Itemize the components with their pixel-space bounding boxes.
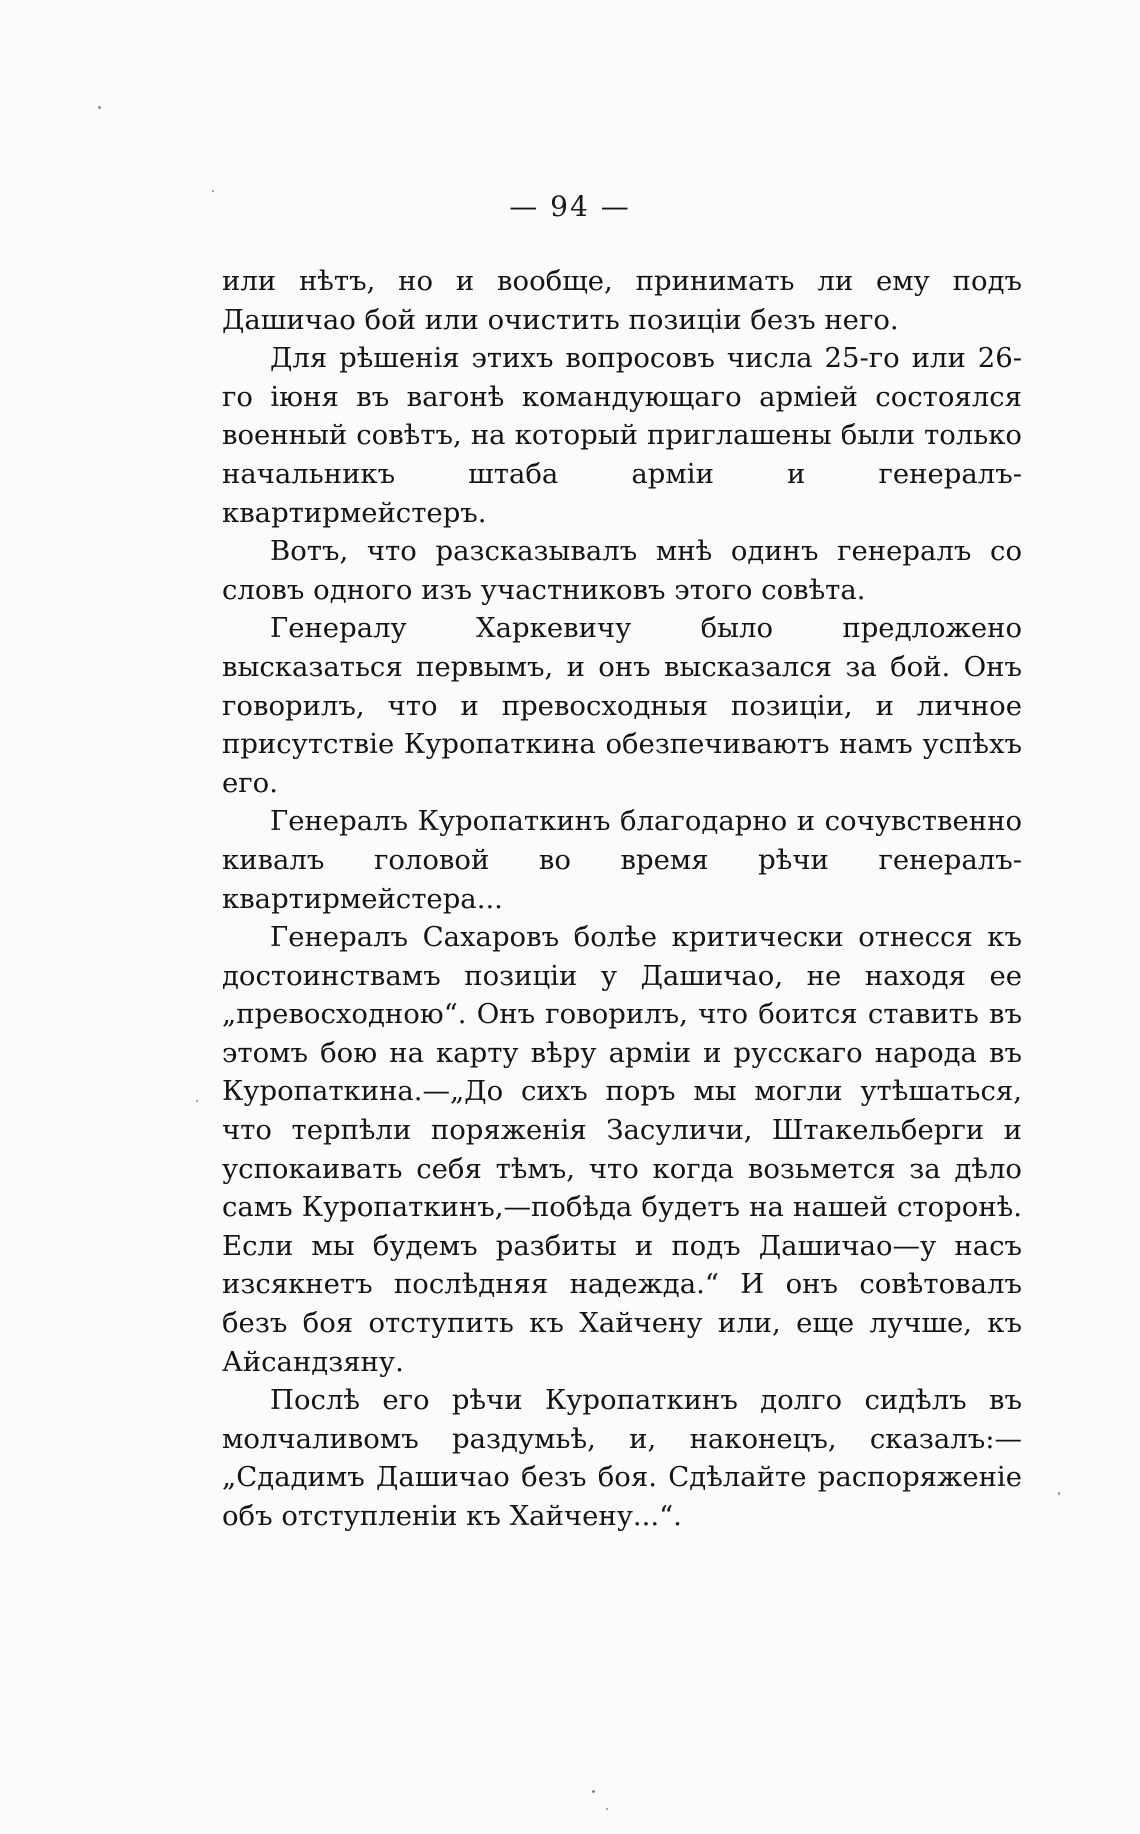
page-number: — 94 — bbox=[509, 190, 631, 223]
paragraph-5: Генералъ Куропаткинъ благодарно и сочувственно кивалъ головой во время рѣчи генералъ-квартирмейстера... bbox=[222, 805, 1022, 915]
paragraph-2: Для рѣшенія этихъ вопросовъ числа 25-го или 26-го іюня въ вагонѣ командующаго арміей состоялся военный совѣтъ, на который приглашены были только начальникъ штаба арміи и генералъ-квартирмейстеръ. bbox=[222, 342, 1022, 529]
paragraph-3: Вотъ, что разсказывалъ мнѣ одинъ генералъ со словъ одного изъ участниковъ этого совѣта. bbox=[222, 535, 1022, 606]
scan-speck bbox=[606, 1808, 608, 1810]
scan-speck bbox=[592, 1790, 595, 1793]
scan-speck bbox=[196, 1100, 198, 1102]
scan-speck bbox=[212, 190, 214, 192]
paragraph-4: Генералу Харкевичу было предложено высказаться первымъ, и онъ высказался за бой. Онъ говорилъ, что и превосходныя позиціи, и личное присутствіе Куропаткина обезпечиваютъ намъ успѣхъ его. bbox=[222, 612, 1022, 799]
body-text bbox=[222, 262, 1022, 1536]
paragraph-1: или нѣтъ, но и вообще, принимать ли ему подъ Дашичао бой или очистить позиціи безъ него. bbox=[222, 265, 1022, 336]
scan-speck bbox=[1058, 1492, 1060, 1495]
paragraph-7: Послѣ его рѣчи Куропаткинъ долго сидѣлъ въ молчаливомъ раздумьѣ, и, наконецъ, сказалъ:— „Сдадимъ Дашичао безъ боя. Сдѣлайте распоряженіе объ отступленіи къ Хайчену...“. bbox=[222, 1384, 1022, 1532]
scan-speck bbox=[98, 106, 101, 109]
paragraph-6: Генералъ Сахаровъ болѣе критически отнесся къ достоинствамъ позиціи у Дашичао, не находя ее „превосходною“. Онъ говорилъ, что боится ставить въ этомъ бою на карту вѣру арміи и русскаго народа въ Куропаткина.—„До сихъ поръ мы могли утѣшаться, что терпѣли поряженія Засуличи, Штакельберги и успокаивать себя тѣмъ, что когда возьмется за дѣло самъ Куропаткинъ,—побѣда будетъ на нашей сторонѣ. Если мы будемъ разбиты и подъ Дашичао—у насъ изсякнетъ послѣдняя надежда.“ И онъ совѣтовалъ безъ боя отступить къ Хайчену или, еще лучше, къ Айсандзяну. bbox=[222, 921, 1022, 1378]
